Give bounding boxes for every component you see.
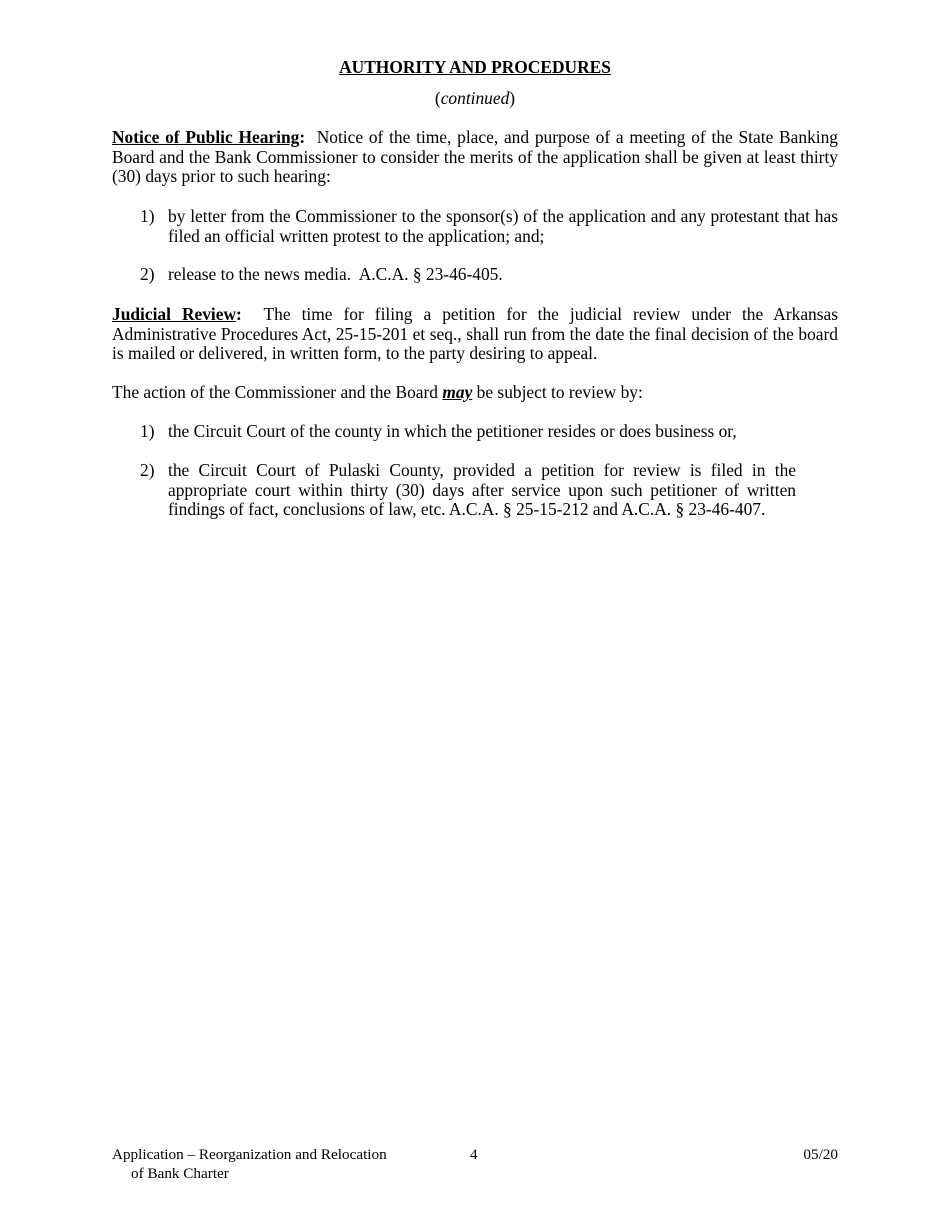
subtitle-open-paren: (: [434, 88, 441, 108]
action-text-after: be subject to review by:: [472, 382, 643, 402]
list-item-text: by letter from the Commissioner to the sponsor(s) of the application and any protestant that has filed an official written protest to the application; and;: [168, 206, 838, 246]
list-item-text: release to the news media. A.C.A. § 23-46-405.: [168, 264, 503, 284]
action-emphasis-may: may: [442, 382, 473, 402]
action-text-before: The action of the Commissioner and the Board: [112, 382, 443, 402]
review-list-item: [140, 422, 838, 442]
subtitle-close-paren: ): [509, 88, 516, 108]
notice-colon: :: [299, 127, 306, 147]
footer-title-line1: Application – Reorganization and Relocation: [112, 1146, 387, 1163]
judicial-colon: :: [236, 304, 242, 324]
list-item-number: 1): [140, 421, 155, 441]
judicial-paragraph: [112, 304, 843, 364]
list-item-text: the Circuit Court of the county in which the petitioner resides or does business or,: [168, 421, 737, 441]
page-subtitle: [112, 89, 838, 109]
notice-heading: Notice of Public Hearing: [112, 127, 300, 147]
notice-paragraph: [112, 127, 843, 187]
footer-document-title: [112, 1145, 432, 1183]
notice-text: Notice of the time, place, and purpose of a meeting of the State Banking Board and the Bank Commissioner to consider the merits of the application shall be given at least thirty (30) days prior to such hearing:: [112, 127, 843, 187]
judicial-text: The time for filing a petition for the judicial review under the Arkansas Administrative Procedures Act, 25-15-201 et seq., shall run from the date the final decision of the board is mailed or delivered, in written form, to the party desiring to appeal.: [112, 304, 843, 364]
judicial-heading: Judicial Review: [112, 304, 237, 324]
list-item-text: the Circuit Court of Pulaski County, provided a petition for review is filed in the appropriate court within thirty (30) days after service upon such petitioner of written findings of fact, conclusions of law, etc. A.C.A. § 25-15-212 and A.C.A. § 23-46-407.: [168, 460, 796, 520]
page-title: AUTHORITY AND PROCEDURES: [339, 57, 611, 77]
subtitle-continued: continued: [440, 88, 510, 108]
action-paragraph: [112, 383, 838, 403]
list-item-number: 1): [140, 206, 155, 226]
footer-page-number: 4: [470, 1146, 478, 1163]
notice-list-item: [140, 207, 838, 246]
footer-date: 05/20: [803, 1146, 838, 1163]
list-item-number: 2): [140, 264, 155, 284]
footer-title-line2: of Bank Charter: [131, 1165, 229, 1182]
review-list-item: [140, 461, 796, 520]
list-item-number: 2): [140, 460, 155, 480]
notice-list-item: [140, 265, 838, 285]
